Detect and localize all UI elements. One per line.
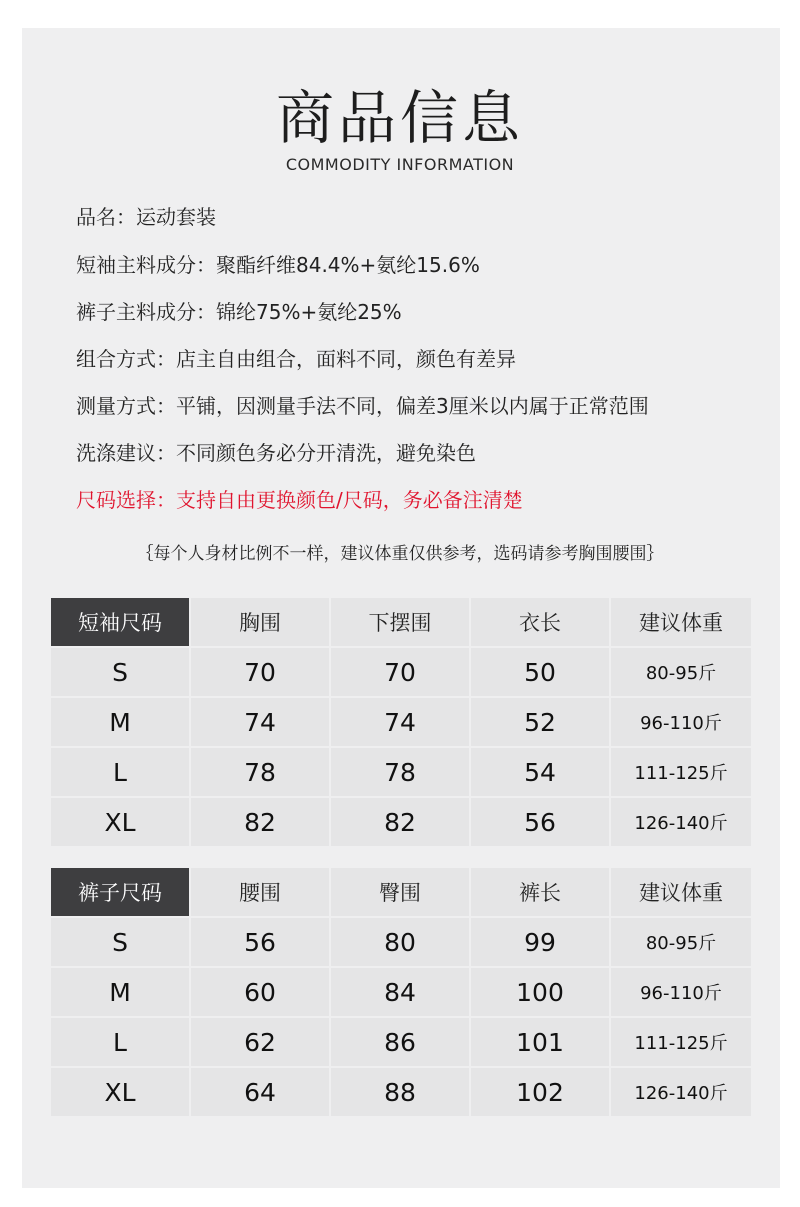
pants-hip-cell: 80 [331,918,469,966]
info-washing: 洗涤建议：不同颜色务必分开清洗，避免染色 [76,441,476,465]
shirt-size-table [51,598,751,846]
pants-weight-cell: 96-110斤 [611,968,751,1016]
size-note: ｛每个人身材比例不一样，建议体重仅供参考，选码请参考胸围腰围｝ [136,544,664,564]
shirt-size-cell: M [51,698,189,746]
pants-size-cell: S [51,918,189,966]
pants-length-cell: 102 [471,1068,609,1116]
pants-hip-cell: 88 [331,1068,469,1116]
pants-length-cell: 101 [471,1018,609,1066]
shirt-header-chest: 胸围 [191,598,329,646]
shirt-weight-cell: 80-95斤 [611,648,751,696]
shirt-chest-cell: 74 [191,698,329,746]
shirt-header-hem: 下摆围 [331,598,469,646]
pants-waist-cell: 64 [191,1068,329,1116]
pants-size-cell: M [51,968,189,1016]
shirt-hem-cell: 78 [331,748,469,796]
shirt-header-length: 衣长 [471,598,609,646]
pants-hip-cell: 86 [331,1018,469,1066]
info-size-selection: 尺码选择：支持自由更换颜色/尺码，务必备注清楚 [76,488,523,512]
pants-waist-cell: 56 [191,918,329,966]
shirt-length-cell: 50 [471,648,609,696]
pants-size-table [51,868,751,1116]
shirt-chest-cell: 82 [191,798,329,846]
pants-size-cell: L [51,1018,189,1066]
shirt-table-corner-header: 短袖尺码 [51,598,189,646]
info-pants-material: 裤子主料成分：锦纶75%+氨纶25% [76,300,402,324]
pants-weight-cell: 126-140斤 [611,1068,751,1116]
pants-header-weight: 建议体重 [611,868,751,916]
page-subtitle: COMMODITY INFORMATION [285,155,515,174]
pants-table-corner-header: 裤子尺码 [51,868,189,916]
shirt-size-cell: L [51,748,189,796]
pants-header-hip: 臀围 [331,868,469,916]
pants-waist-cell: 60 [191,968,329,1016]
shirt-weight-cell: 126-140斤 [611,798,751,846]
shirt-chest-cell: 78 [191,748,329,796]
shirt-header-weight: 建议体重 [611,598,751,646]
shirt-length-cell: 56 [471,798,609,846]
shirt-hem-cell: 74 [331,698,469,746]
shirt-size-cell: XL [51,798,189,846]
pants-weight-cell: 111-125斤 [611,1018,751,1066]
info-product-name: 品名：运动套装 [76,205,216,229]
shirt-length-cell: 54 [471,748,609,796]
pants-header-length: 裤长 [471,868,609,916]
shirt-chest-cell: 70 [191,648,329,696]
info-measurement: 测量方式：平铺，因测量手法不同，偏差3厘米以内属于正常范围 [76,394,649,418]
info-shirt-material: 短袖主料成分：聚酯纤维84.4%+氨纶15.6% [76,253,480,277]
page-title: 商品信息 [275,84,524,152]
pants-length-cell: 100 [471,968,609,1016]
shirt-weight-cell: 111-125斤 [611,748,751,796]
shirt-length-cell: 52 [471,698,609,746]
shirt-weight-cell: 96-110斤 [611,698,751,746]
info-combination: 组合方式：店主自由组合，面料不同，颜色有差异 [76,347,516,371]
shirt-size-cell: S [51,648,189,696]
pants-hip-cell: 84 [331,968,469,1016]
shirt-hem-cell: 82 [331,798,469,846]
pants-length-cell: 99 [471,918,609,966]
shirt-hem-cell: 70 [331,648,469,696]
pants-header-waist: 腰围 [191,868,329,916]
pants-size-cell: XL [51,1068,189,1116]
pants-weight-cell: 80-95斤 [611,918,751,966]
pants-waist-cell: 62 [191,1018,329,1066]
